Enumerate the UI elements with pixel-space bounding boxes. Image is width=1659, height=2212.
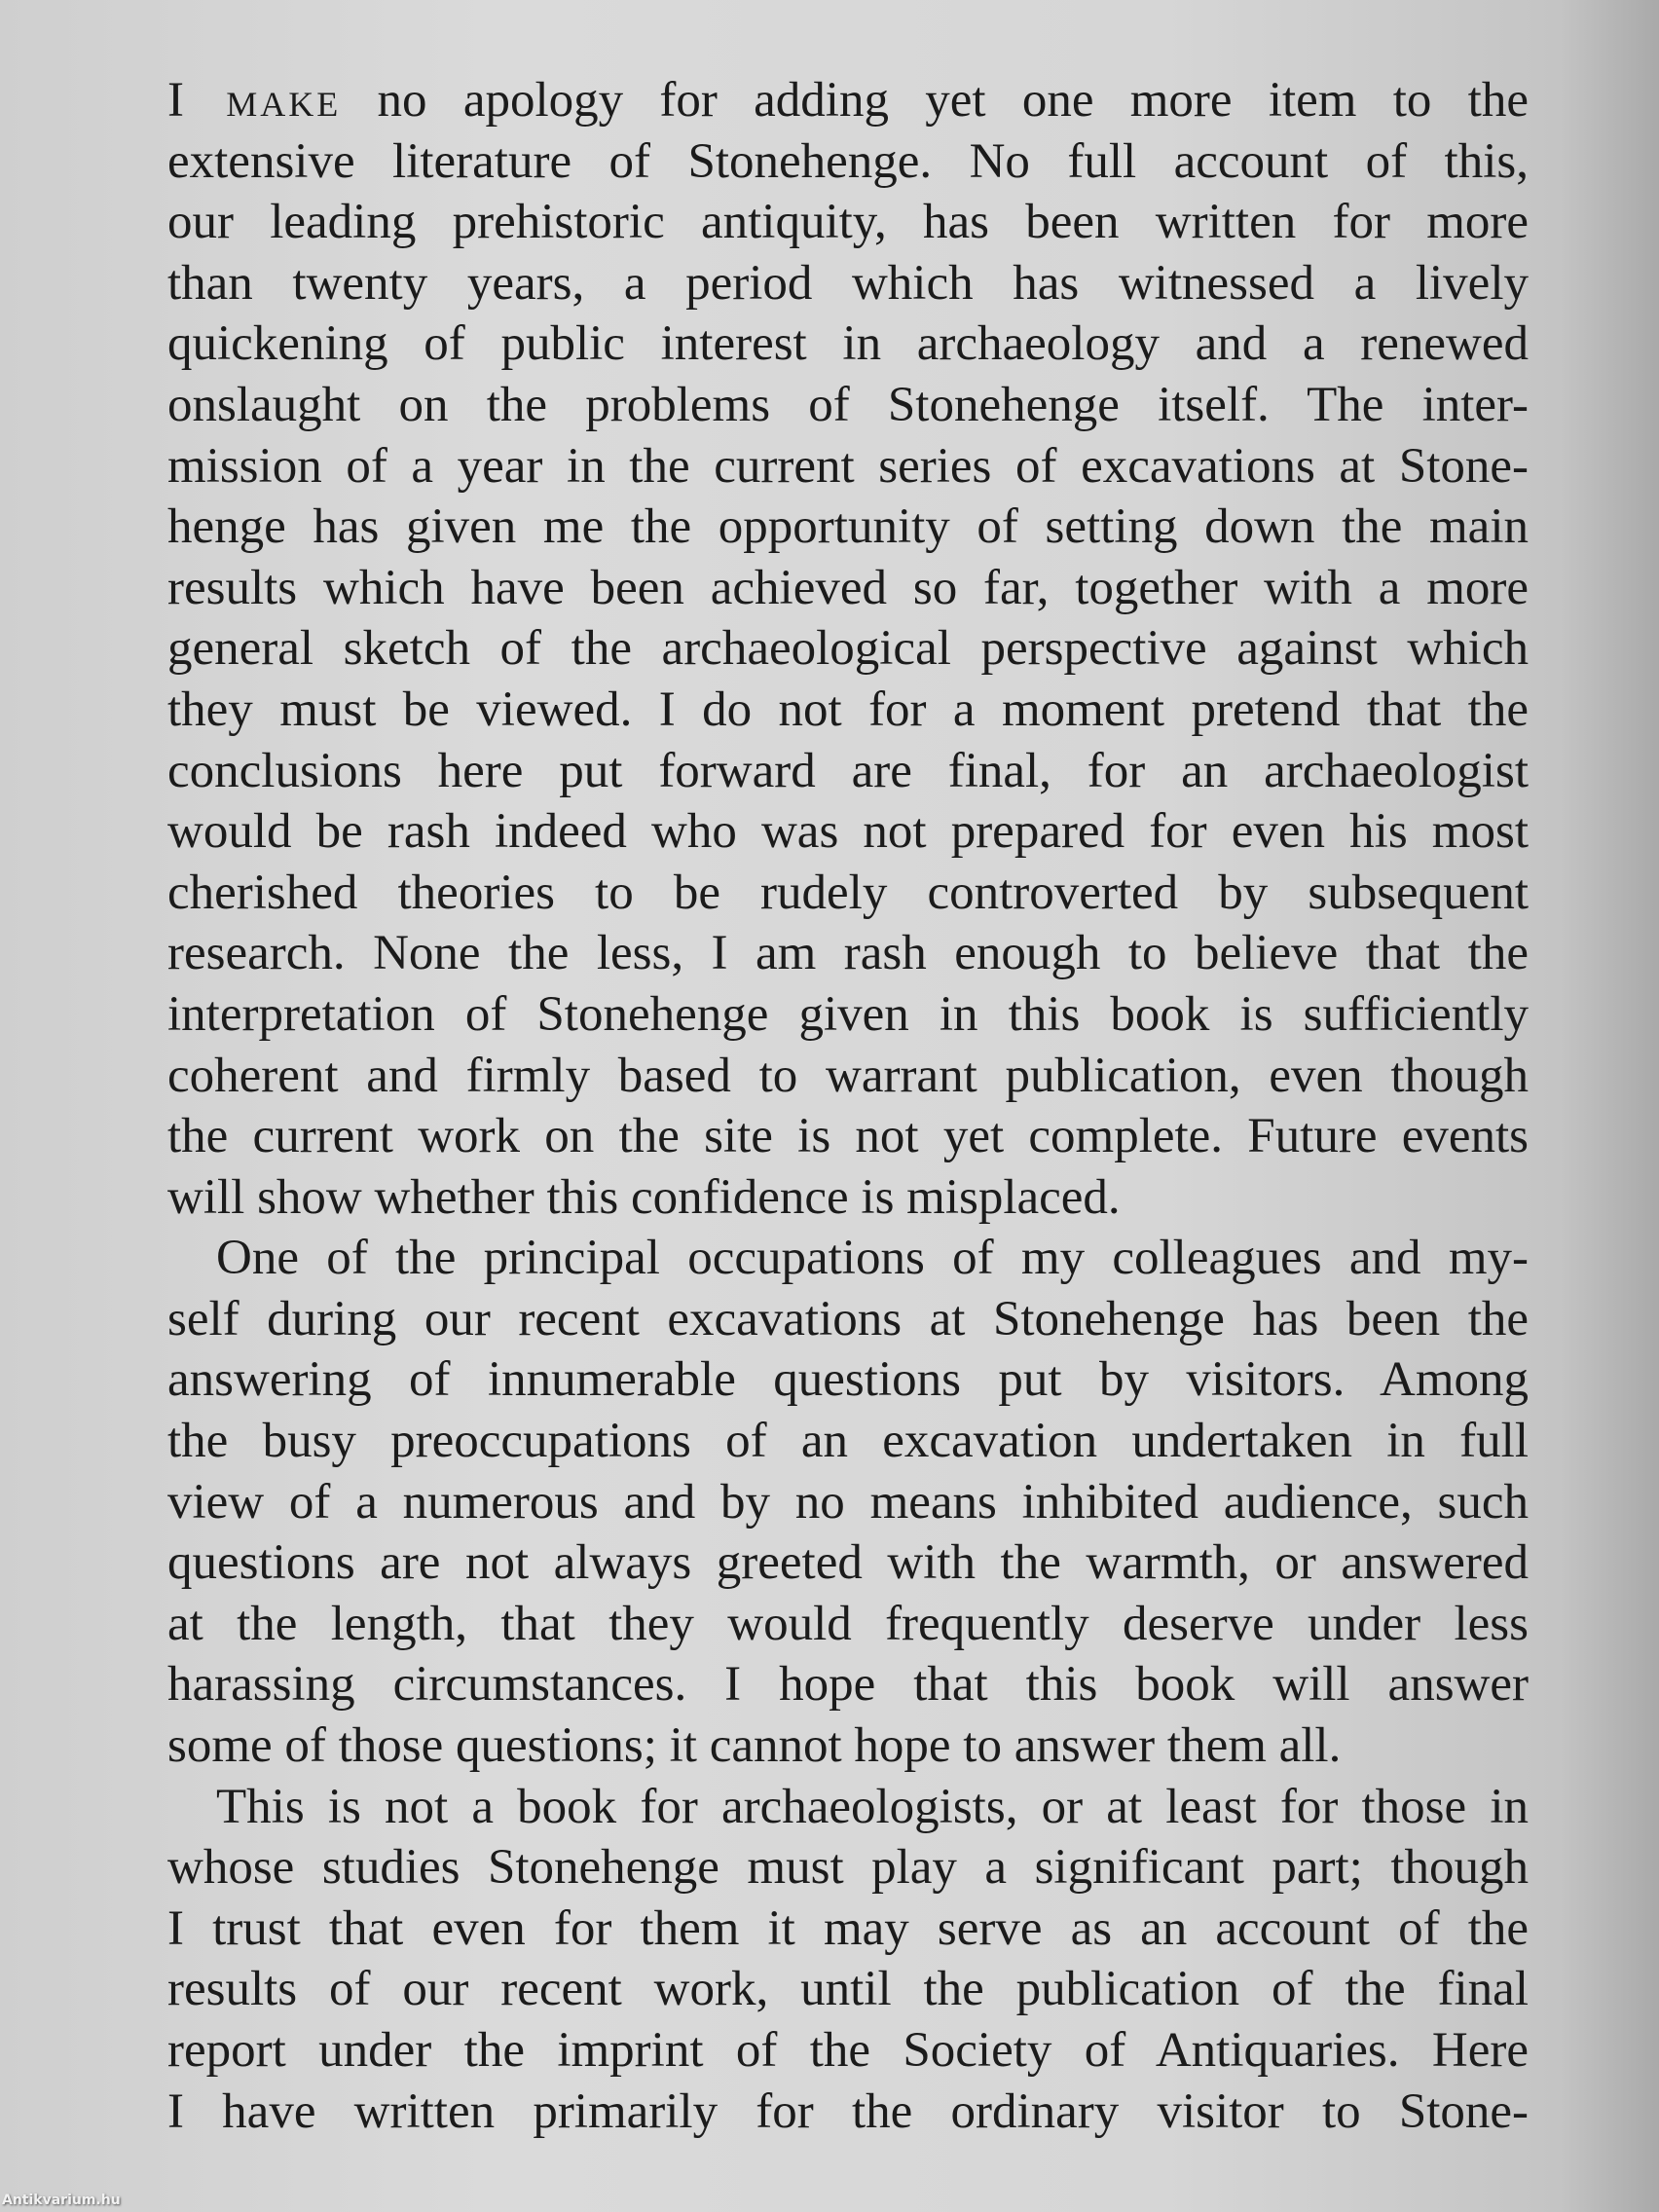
text-line bbox=[167, 618, 1529, 680]
text-line bbox=[167, 558, 1529, 619]
text-line bbox=[167, 1959, 1529, 2020]
line-text: report under the imprint of the Society of Antiquaries. Here bbox=[167, 2023, 1529, 2078]
text-line bbox=[167, 253, 1529, 314]
text-line bbox=[167, 2020, 1529, 2082]
text-line bbox=[167, 1532, 1529, 1594]
line-text: questions are not always greeted with the warmth, or answered bbox=[167, 1535, 1529, 1591]
text-line bbox=[167, 1837, 1529, 1899]
text-line bbox=[167, 1472, 1529, 1533]
line-text: results which have been achieved so far, together with a more bbox=[167, 560, 1529, 615]
text-line bbox=[167, 1228, 1529, 1289]
line-text: mission of a year in the current series of excavations at Stone- bbox=[167, 438, 1529, 494]
line-text: This is not a book for archaeologists, or at least for those in bbox=[216, 1779, 1529, 1834]
line-text: coherent and firmly based to warrant publication, even though bbox=[167, 1048, 1529, 1103]
text-line bbox=[167, 741, 1529, 802]
line-text: conclusions here put forward are final, for an archaeologist bbox=[167, 743, 1529, 798]
text-line bbox=[167, 863, 1529, 924]
opening-smallcaps: I make bbox=[167, 73, 342, 128]
text-line bbox=[167, 1289, 1529, 1350]
text-line bbox=[167, 680, 1529, 741]
line-text: I trust that even for them it may serve as an account of the bbox=[167, 1900, 1529, 1956]
text-line bbox=[167, 984, 1529, 1046]
line-text: than twenty years, a period which has witnessed a lively bbox=[167, 255, 1529, 311]
line-text: the busy preoccupations of an excavation undertaken in full bbox=[167, 1414, 1529, 1469]
line-text: they must be viewed. I do not for a moment pretend that the bbox=[167, 682, 1529, 737]
text-line bbox=[167, 801, 1529, 863]
text-line bbox=[167, 1349, 1529, 1411]
line-text: One of the principal occupations of my colleagues and my- bbox=[216, 1231, 1529, 1286]
text-line bbox=[167, 2082, 1529, 2143]
text-line bbox=[167, 923, 1529, 984]
line-text: the current work on the site is not yet complete. Future events bbox=[167, 1109, 1529, 1164]
text-line bbox=[167, 1046, 1529, 1107]
line-text: general sketch of the archaeological perspective against which bbox=[167, 621, 1529, 677]
text-line bbox=[167, 131, 1529, 193]
line-text: our leading prehistoric antiquity, has been written for more bbox=[167, 195, 1529, 250]
line-text: self during our recent excavations at Stonehenge has been the bbox=[167, 1291, 1529, 1346]
line-text: cherished theories to be rudely controverted by subsequent bbox=[167, 865, 1529, 920]
text-line bbox=[167, 436, 1529, 498]
text-line bbox=[167, 1167, 1529, 1229]
text-line bbox=[167, 1411, 1529, 1472]
line-text: I have written primarily for the ordinary visitor to Stone- bbox=[167, 2083, 1529, 2139]
text-line bbox=[167, 375, 1529, 436]
line-text: interpretation of Stonehenge given in this book is sufficiently bbox=[167, 986, 1529, 1042]
line-text: view of a numerous and by no means inhibited audience, such bbox=[167, 1474, 1529, 1530]
line-text: research. None the less, I am rash enough to believe that the bbox=[167, 926, 1529, 981]
line-text: no apology for adding yet one more item to the bbox=[341, 73, 1529, 128]
line-text: quickening of public interest in archaeology and a renewed bbox=[167, 316, 1529, 372]
line-text: onslaught on the problems of Stonehenge itself. The inter- bbox=[167, 377, 1529, 432]
text-line bbox=[167, 313, 1529, 375]
text-line bbox=[167, 192, 1529, 253]
text-line bbox=[167, 70, 1529, 131]
line-text: henge has given me the opportunity of setting down the main bbox=[167, 499, 1529, 555]
text-line bbox=[167, 1777, 1529, 1838]
text-line bbox=[167, 1715, 1529, 1777]
line-text: would be rash indeed who was not prepared for even his most bbox=[167, 804, 1529, 860]
line-text: results of our recent work, until the publication of the final bbox=[167, 1962, 1529, 2017]
text-line bbox=[167, 1594, 1529, 1655]
book-page-text bbox=[167, 70, 1529, 2142]
line-text: some of those questions; it cannot hope to answer them all. bbox=[167, 1718, 1342, 1774]
line-text: answering of innumerable questions put by visitors. Among bbox=[167, 1352, 1529, 1408]
text-line bbox=[167, 1654, 1529, 1715]
line-text: extensive literature of Stonehenge. No full account of this, bbox=[167, 133, 1529, 189]
line-text: whose studies Stonehenge must play a significant part; though bbox=[167, 1840, 1529, 1896]
text-line bbox=[167, 497, 1529, 558]
line-text: at the length, that they would frequently deserve under less bbox=[167, 1596, 1529, 1651]
line-text: harassing circumstances. I hope that this book will answer bbox=[167, 1657, 1529, 1713]
line-text: will show whether this confidence is misplaced. bbox=[167, 1169, 1121, 1225]
text-line bbox=[167, 1899, 1529, 1960]
watermark: Antikvarium.hu bbox=[2, 2193, 121, 2208]
text-line bbox=[167, 1106, 1529, 1167]
